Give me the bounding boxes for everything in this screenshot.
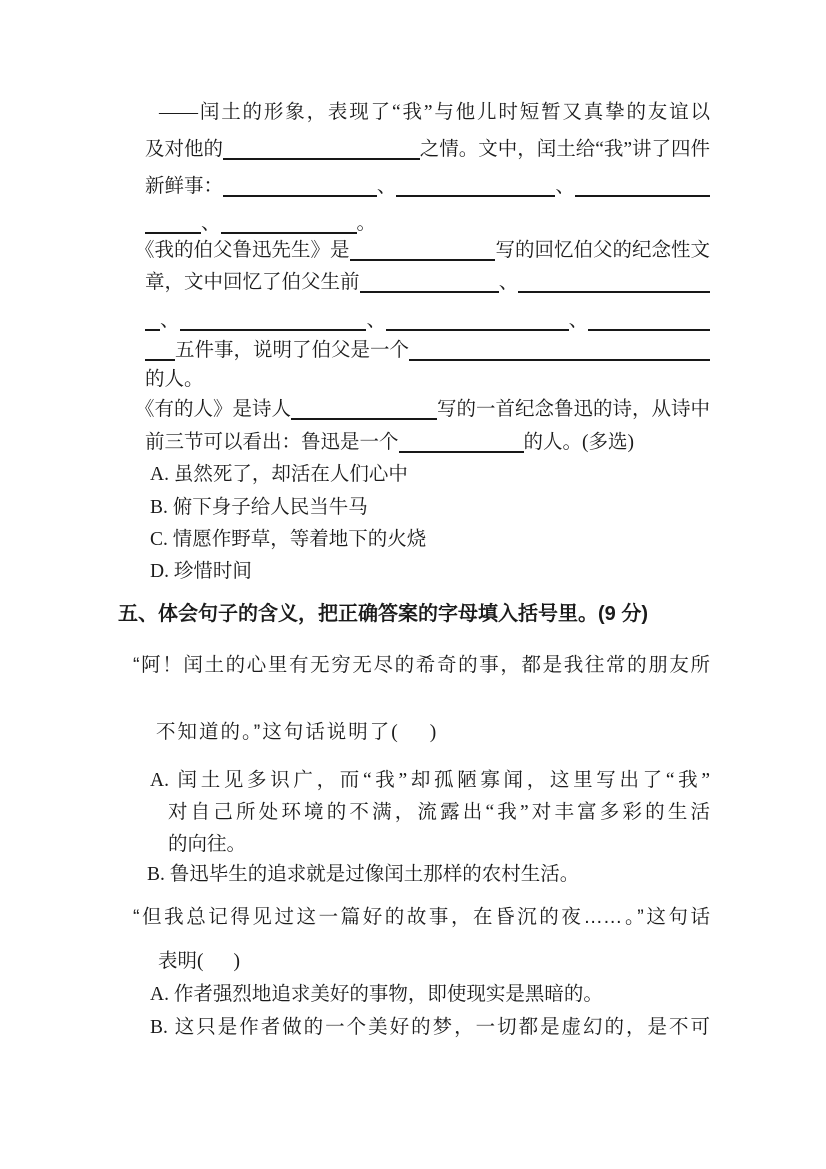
text-segment: 的向往。 [168, 834, 247, 855]
q2-option-b [150, 1015, 710, 1041]
quote-runtu-line1 [133, 652, 710, 678]
item-bofu-line4 [145, 338, 710, 364]
answer-blank [360, 290, 499, 293]
text-segment: 不知道的。” [156, 721, 263, 743]
option-a-youderen [150, 462, 408, 488]
q1-option-b [147, 862, 579, 888]
item-runtu-line1 [159, 100, 710, 126]
text-segment: B. 俯下身子给人民当牛马 [150, 497, 368, 518]
text-segment: C. 情愿作野草，等着地下的火烧 [150, 529, 427, 550]
text-segment: 的人。 [145, 369, 204, 390]
answer-blank [291, 417, 437, 420]
text-segment: 这句话 [643, 907, 710, 928]
text-segment: 、 [498, 272, 519, 293]
quote-haostory-line1 [133, 904, 710, 931]
item-runtu-line4 [145, 211, 376, 237]
text-segment: ) [429, 722, 439, 743]
text-segment: 、 [376, 176, 397, 197]
text-segment: ) [233, 951, 240, 972]
section-five-heading [118, 601, 648, 627]
answer-blank [409, 358, 710, 361]
quote-runtu-line2 [156, 719, 438, 746]
text-segment: 、 [160, 310, 180, 331]
option-c-youderen [150, 527, 426, 553]
answer-blank [588, 328, 710, 331]
text-segment: A. 作者强烈地追求美好的事物，即使现实是黑暗的。 [150, 984, 603, 1005]
text-segment: B. 鲁迅毕生的追求就是过像闰土那样的农村生活。 [147, 864, 580, 885]
answer-blank [396, 194, 555, 197]
answer-blank [350, 258, 496, 261]
text-segment: 、 [201, 213, 221, 234]
answer-blank [221, 231, 357, 234]
text-segment: 及对他的 [145, 139, 224, 160]
answer-blank [399, 450, 524, 453]
text-segment: 。 [356, 213, 377, 234]
text-segment: B. 这只是作者做的一个美好的梦，一切都是虚幻的，是不可 [150, 1017, 710, 1038]
q1-option-a-line3 [168, 832, 246, 858]
text-segment: 写的一首纪念鲁迅的诗，从诗中 [436, 399, 710, 420]
answer-blank [223, 194, 377, 197]
item-youderen-line1 [135, 397, 710, 423]
text-segment: 《我的伯父鲁迅先生》是 [135, 240, 350, 261]
text-segment: 章，文中回忆了伯父生前 [145, 272, 360, 293]
item-runtu-line2 [145, 137, 710, 163]
text-segment: D. 珍惜时间 [150, 561, 252, 582]
answer-blank [145, 328, 160, 331]
item-bofu-line5 [145, 367, 204, 393]
item-bofu-line2 [145, 270, 710, 296]
answer-blank [386, 328, 569, 331]
answer-blank [180, 328, 367, 331]
text-segment: 之情。文中，闰土给“我”讲了四件 [419, 139, 710, 160]
answer-blank [575, 194, 710, 197]
paren-gap [400, 737, 430, 738]
text-segment: 这句话说明了( [262, 722, 400, 743]
text-segment: 对自己所处环境的不满，流露出“我”对丰富多彩的生活 [168, 802, 710, 823]
text-segment: 前三节可以看出：鲁迅是一个 [145, 432, 399, 453]
text-segment: 写的回忆伯父的纪念性文 [495, 240, 710, 261]
text-segment: 五件事，说明了伯父是一个 [175, 340, 410, 361]
item-runtu-line3 [145, 174, 710, 200]
q2-option-a [150, 982, 603, 1008]
item-bofu-line3 [145, 308, 710, 334]
option-b-youderen [150, 495, 368, 521]
text-segment: ——闰土的形象，表现了“我”与他儿时短暂又真挚的友谊以 [159, 102, 710, 123]
text-segment: “阿！闰土的心里有无穷无尽的希奇的事，都是我往常的朋友所 [133, 654, 710, 676]
answer-blank [518, 290, 710, 293]
quote-haostory-line2 [158, 949, 240, 975]
text-segment: 、 [555, 176, 575, 197]
answer-blank [145, 358, 175, 361]
text-segment: 、 [366, 310, 386, 331]
q1-option-a-line2 [168, 800, 710, 826]
answer-blank [145, 231, 201, 234]
text-segment: 《有的人》是诗人 [135, 399, 292, 420]
paren-gap [204, 966, 234, 967]
text-segment: 、 [568, 310, 589, 331]
text-segment: A. 虽然死了，却活在人们心中 [150, 464, 408, 485]
text-segment: 的人。(多选) [523, 432, 635, 453]
text-segment: 五、体会句子的含义，把正确答案的字母填入括号里。(9 分) [118, 603, 648, 625]
text-segment: A. 闰土见多识广，而“我”却孤陋寡闻，这里写出了“我” [150, 770, 710, 791]
answer-blank [223, 157, 420, 160]
item-youderen-line2 [145, 430, 634, 456]
text-segment: 表明( [158, 951, 204, 972]
text-segment: 新鲜事： [145, 176, 224, 197]
q1-option-a-line1 [150, 768, 710, 794]
option-d-youderen [150, 559, 252, 585]
text-segment: “但我总记得见过这一篇好的故事，在昏沉的夜……。” [133, 906, 644, 928]
item-bofu-line1 [135, 238, 710, 264]
